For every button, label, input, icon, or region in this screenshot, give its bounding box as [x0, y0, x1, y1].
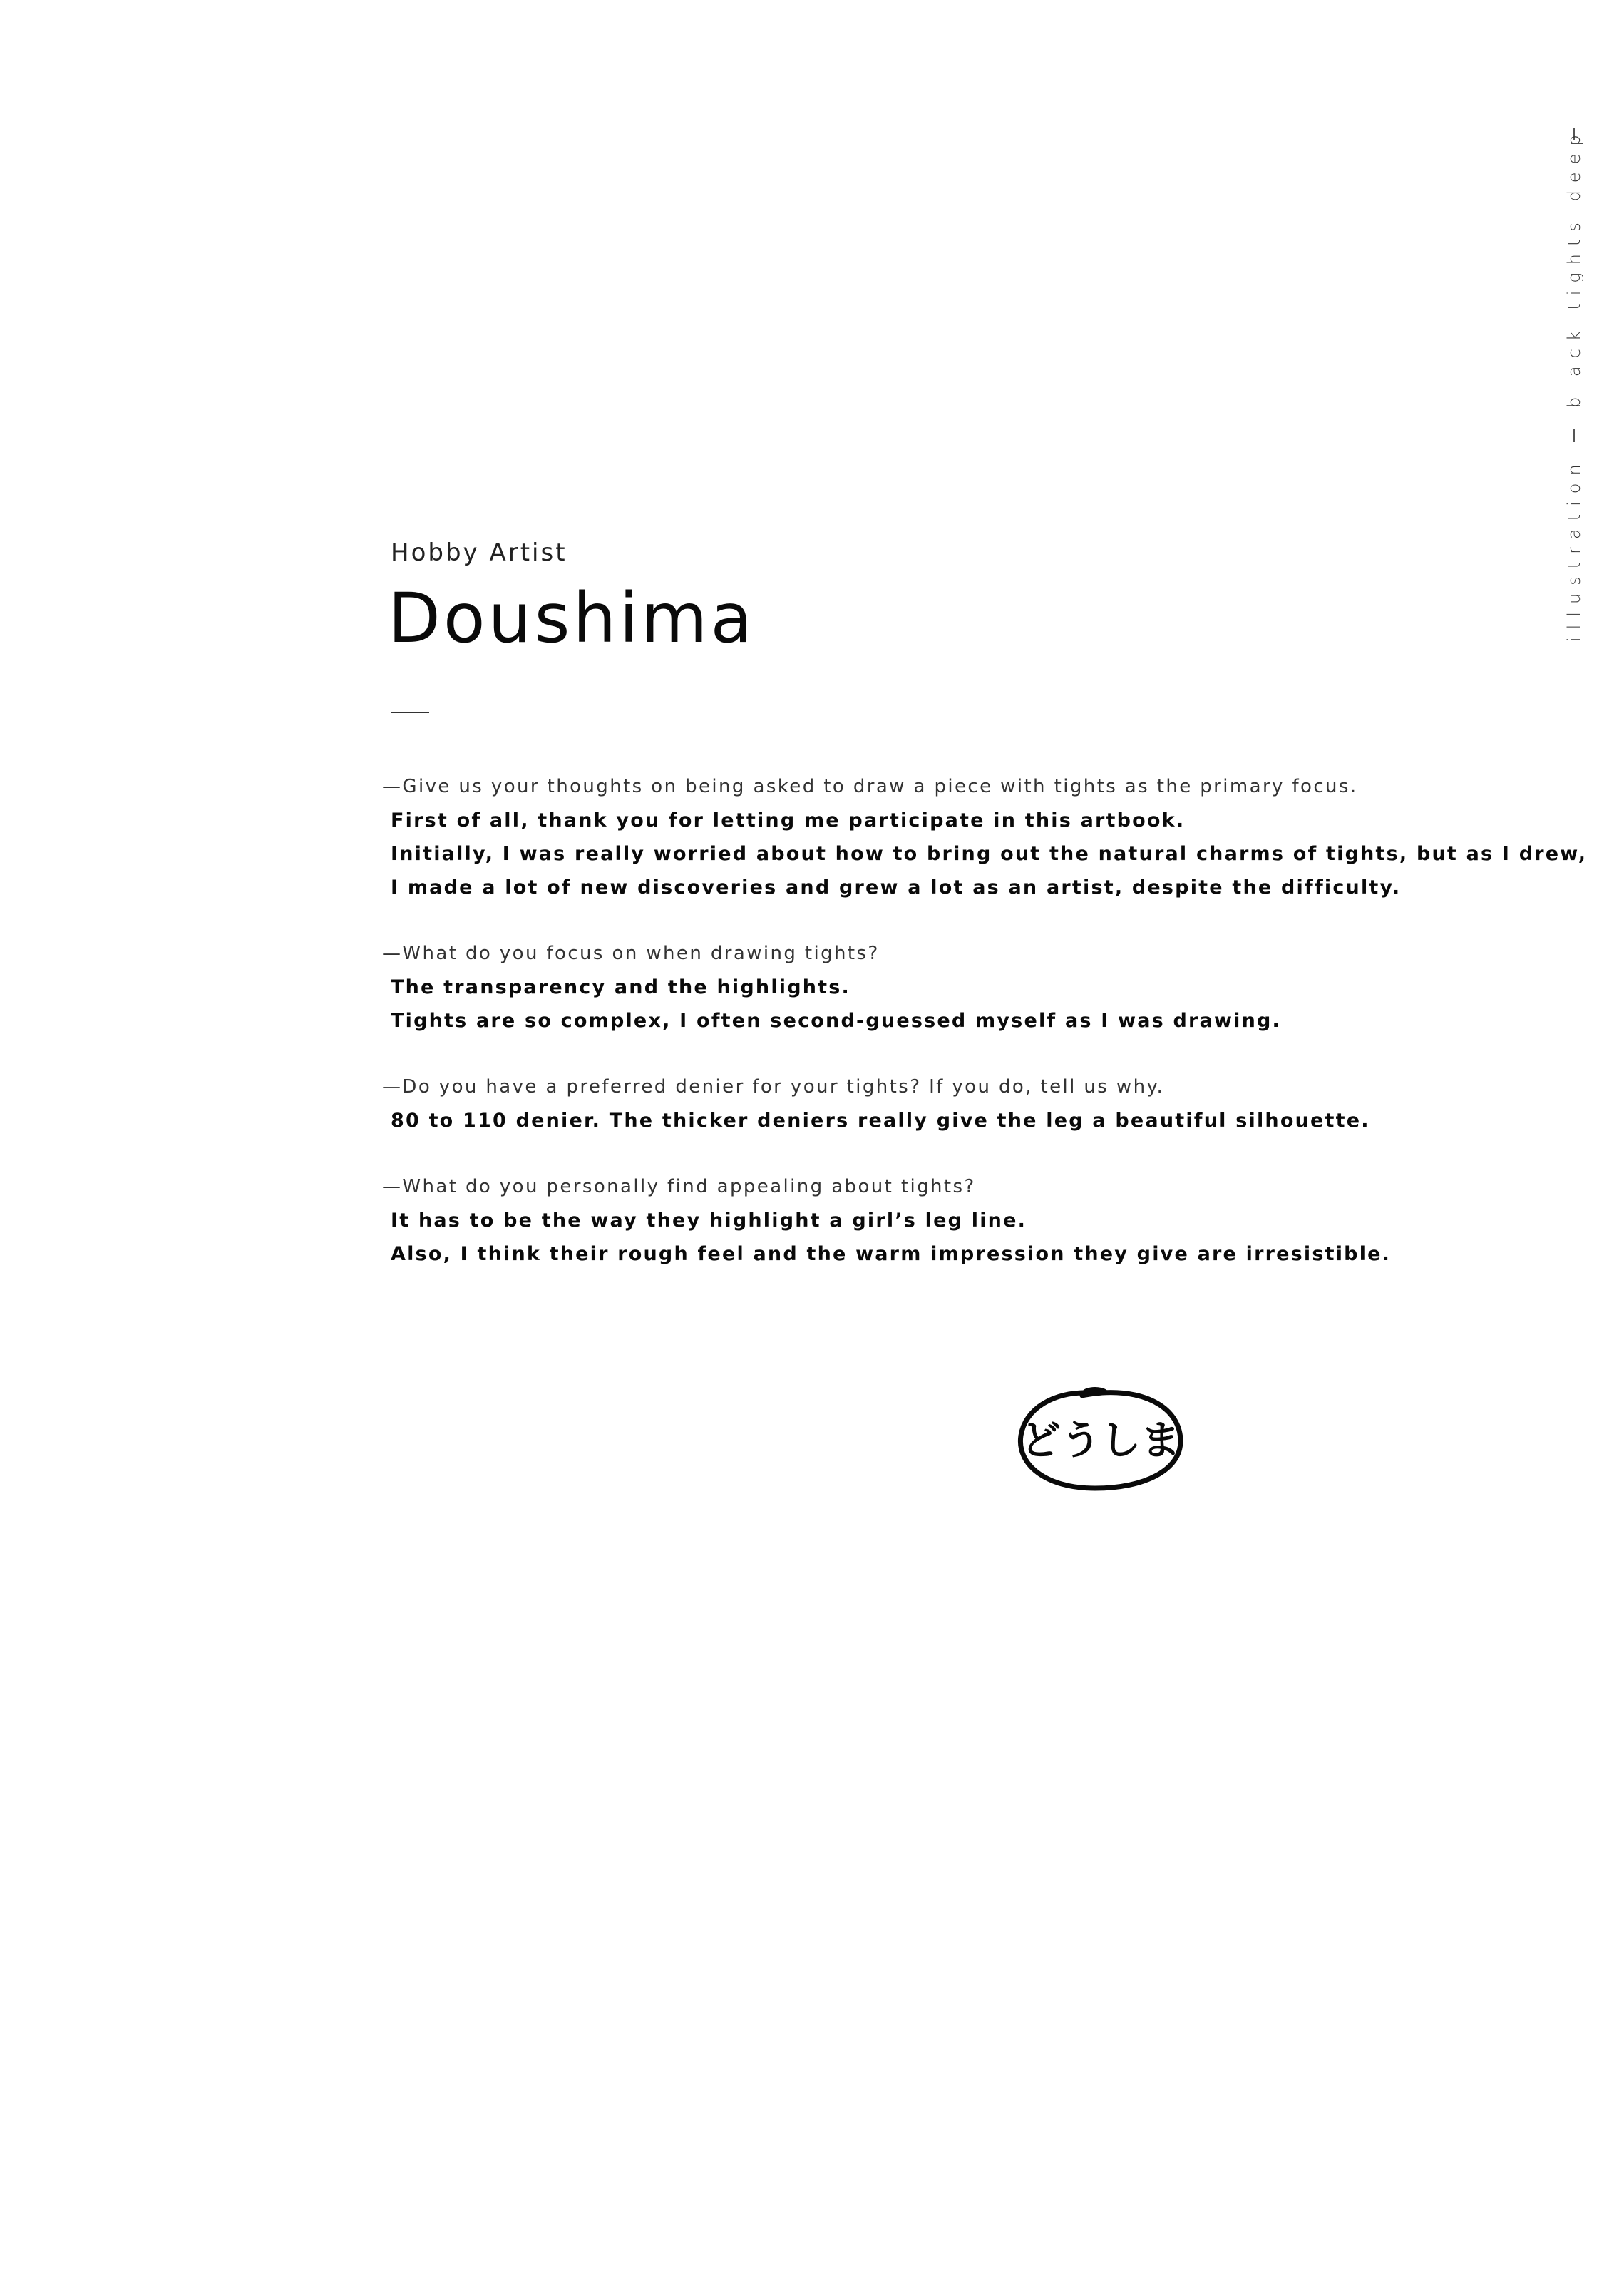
- answer-line: I made a lot of new discoveries and grew a lot as an artist, despite the difficulty.: [391, 876, 1402, 899]
- side-label-part1: illustration: [1564, 456, 1584, 642]
- qa-item: [382, 937, 1523, 1038]
- side-label: [1553, 121, 1595, 649]
- question: —What do you focus on when drawing tights?: [382, 943, 880, 964]
- qa-item: [382, 1170, 1523, 1271]
- side-label-part2: black tights deep: [1564, 127, 1584, 408]
- signature-text: どうしま: [1021, 1418, 1181, 1464]
- artist-role: Hobby Artist: [391, 538, 567, 567]
- answer-line: 80 to 110 denier. The thicker deniers really give the leg a beautiful silhouette.: [391, 1110, 1370, 1132]
- answer-line: Initially, I was really worried about how to bring out the natural charms of tights, but as I drew,: [391, 843, 1588, 865]
- answer-line: It has to be the way they highlight a girl’s leg line.: [391, 1209, 1027, 1232]
- question: —Do you have a preferred denier for your tights? If you do, tell us why.: [382, 1076, 1165, 1097]
- side-divider-middle: [1573, 429, 1575, 442]
- answer-line: The transparency and the highlights.: [391, 976, 851, 998]
- artist-signature: [1011, 1380, 1189, 1501]
- artist-name: Doushima: [388, 578, 756, 658]
- qa-item: [382, 1070, 1523, 1137]
- title-divider: [391, 712, 429, 713]
- question: —Give us your thoughts on being asked to draw a piece with tights as the primary focus.: [382, 776, 1358, 797]
- interview: [382, 770, 1588, 1304]
- answer-line: Also, I think their rough feel and the warm impression they give are irresistible.: [391, 1243, 1392, 1265]
- qa-item: [382, 770, 1588, 904]
- question: —What do you personally find appealing about tights?: [382, 1176, 976, 1197]
- answer-line: Tights are so complex, I often second-guessed myself as I was drawing.: [391, 1010, 1281, 1032]
- answer-line: First of all, thank you for letting me participate in this artbook.: [391, 809, 1186, 832]
